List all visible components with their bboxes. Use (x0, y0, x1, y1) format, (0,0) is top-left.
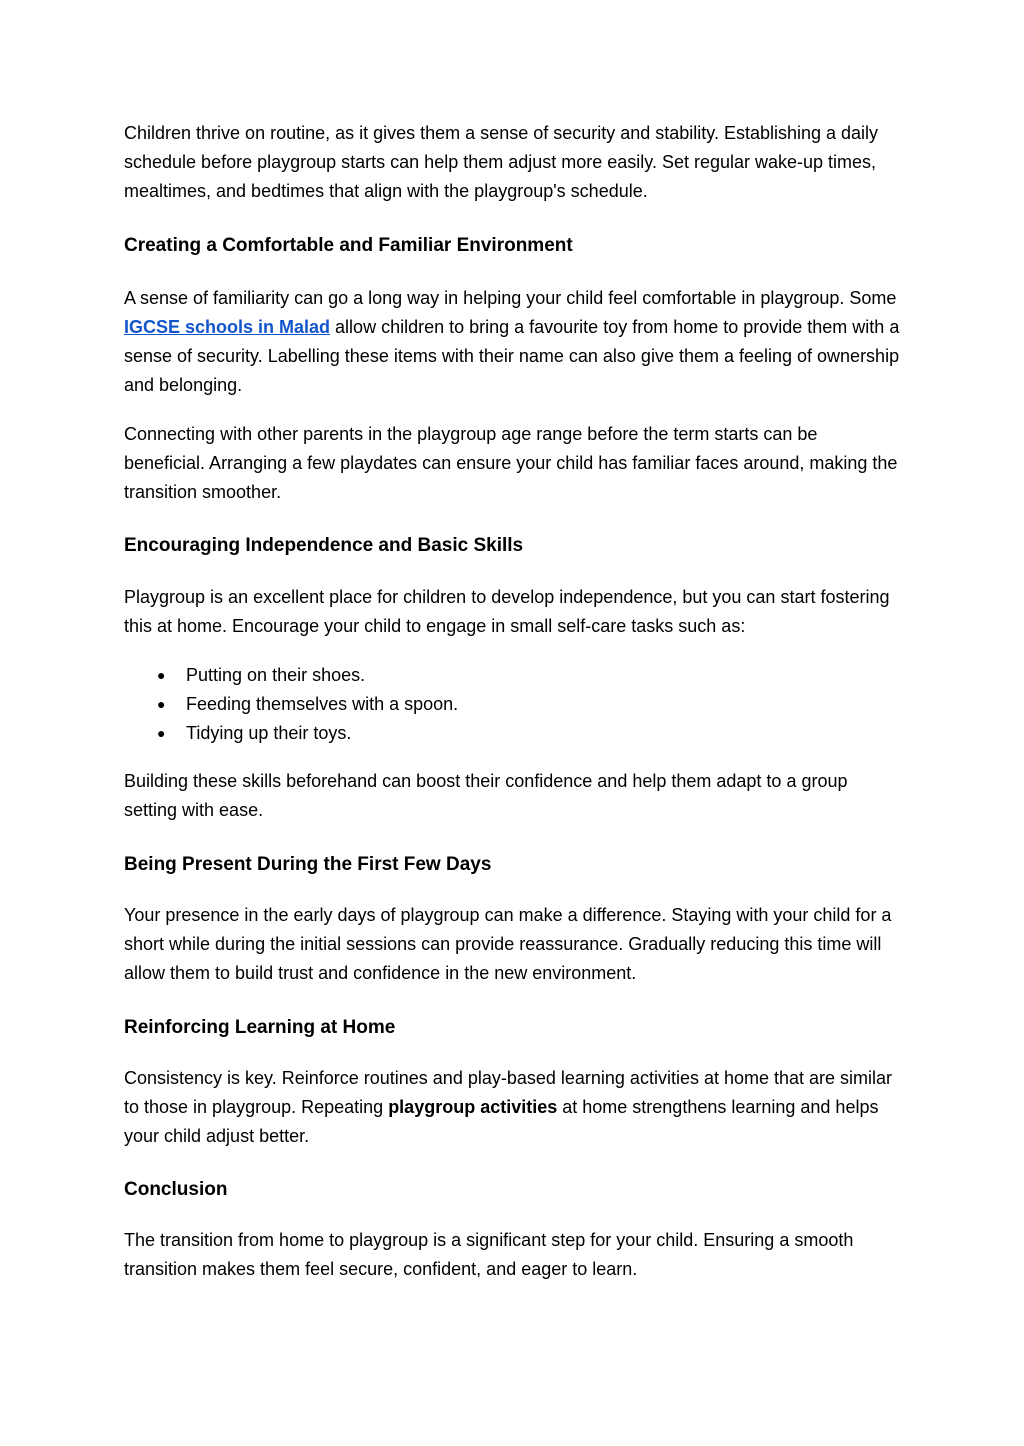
environment-paragraph-1 (124, 284, 900, 400)
list-item: ● Putting on their shoes. (124, 661, 900, 690)
igcse-schools-link[interactable]: IGCSE schools in Malad (124, 317, 331, 337)
learning-p1-before: Consistency is key. Reinforce routines and play-based learning activities at home that are similar to those in playgroup. Repeating (124, 1068, 893, 1117)
independence-paragraph-1 (124, 583, 900, 641)
heading-learning: Reinforcing Learning at Home (124, 1017, 396, 1038)
playgroup-activities-bold: playgroup activities (388, 1097, 558, 1117)
section-learning (124, 1013, 900, 1042)
heading-independence: Encouraging Independence and Basic Skills (124, 535, 524, 556)
present-paragraph (124, 901, 900, 988)
environment-p2: Connecting with other parents in the playgroup age range before the term starts can be beneficial. Arranging a few playdates can ensure your child has familiar faces around, making the transition smoother. (124, 424, 898, 502)
skills-bullet-list (124, 661, 900, 748)
independence-p1: Playgroup is an excellent place for children to develop independence, but you can start fostering this at home. Encourage your child to engage in small self-care tasks such as: (124, 587, 890, 636)
bullet-icon: ● (157, 667, 166, 683)
section-present (124, 850, 900, 879)
learning-p1-after: at home strengthens learning and helps your child adjust better. (124, 1097, 879, 1146)
conclusion-paragraph (124, 1226, 900, 1284)
conclusion-p1: The transition from home to playgroup is a significant step for your child. Ensuring a smooth transition makes them feel secure, confident, and eager to learn. (124, 1230, 854, 1279)
learning-paragraph (124, 1064, 900, 1151)
section-environment (124, 231, 900, 260)
section-independence (124, 531, 900, 560)
section-conclusion (124, 1175, 900, 1204)
list-item: ● Tidying up their toys. (124, 719, 900, 748)
independence-p2: Building these skills beforehand can boost their confidence and help them adapt to a group setting with ease. (124, 771, 848, 820)
environment-p1-after: allow children to bring a favourite toy from home to provide them with a sense of security. Labelling these items with their name can also give them a feeling of ownership and belonging. (124, 317, 900, 395)
intro-paragraph (124, 119, 900, 206)
bullet-icon: ● (157, 725, 166, 741)
heading-environment: Creating a Comfortable and Familiar Environment (124, 235, 573, 256)
independence-paragraph-2 (124, 767, 900, 825)
heading-present: Being Present During the First Few Days (124, 854, 492, 875)
environment-p1-before: A sense of familiarity can go a long way in helping your child feel comfortable in playgroup. Some (124, 288, 897, 308)
heading-conclusion: Conclusion (124, 1179, 228, 1200)
environment-paragraph-2 (124, 420, 900, 507)
intro-text: Children thrive on routine, as it gives them a sense of security and stability. Establishing a daily schedule before playgroup starts can help them adjust more easily. Set regular wake-up times, mealtimes, and bedtimes that align with the playgroup's schedule. (124, 123, 879, 201)
present-p1: Your presence in the early days of playgroup can make a difference. Staying with your child for a short while during the initial sessions can provide reassurance. Gradually reducing this time will allow them to build trust and confidence in the new environment. (124, 905, 892, 983)
bullet-icon: ● (157, 696, 166, 712)
list-item: ● Feeding themselves with a spoon. (124, 690, 900, 719)
